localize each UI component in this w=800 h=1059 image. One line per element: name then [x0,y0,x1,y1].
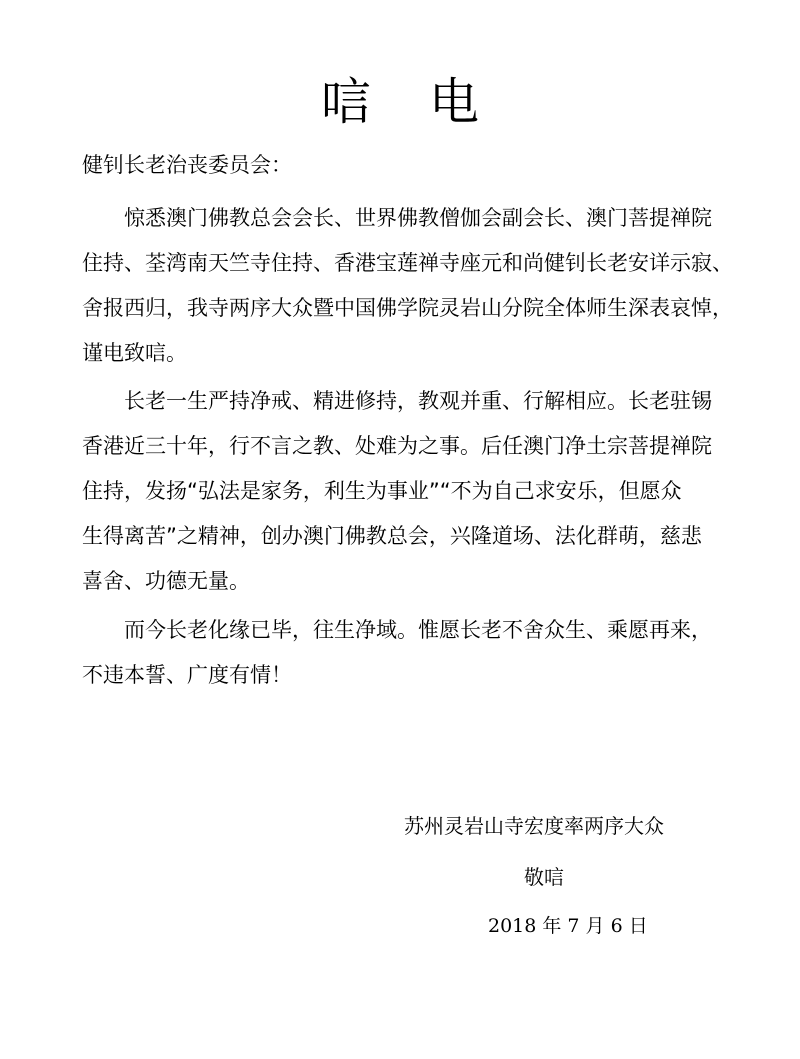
signature-organization: 苏州灵岩山寺宏度率两序大众 [404,814,664,838]
title-char-1: 唁 [321,73,371,131]
title-char-2: 电 [429,73,479,131]
paragraph-line: 不违本誓、广度有情！ [82,663,292,687]
paragraph-line: 香港近三十年，行不言之教、处难为之事。后任澳门净土宗菩提禅院 [82,434,712,458]
signature-respect: 敬唁 [524,865,564,889]
signature-date: 2018 年 7 月 6 日 [488,915,648,937]
paragraph-line: 谨电致唁。 [82,341,187,365]
paragraph-line: 喜舍、功德无量。 [82,569,250,593]
paragraph-line: 惊悉澳门佛教总会会长、世界佛教僧伽会副会长、澳门菩提禅院 [124,206,712,230]
document-title [0,62,800,142]
paragraph-condolence [82,196,733,376]
salutation: 健钊长老治丧委员会： [82,153,292,177]
paragraph-line: 长老一生严持净戒、精进修持，教观并重、行解相应。长老驻锡 [124,389,712,413]
paragraph-farewell [82,608,722,698]
paragraph-line: 住持、荃湾南天竺寺住持、香港宝莲禅寺座元和尚健钊长老安详示寂、 [82,251,733,275]
paragraph-line: 生得离苦”之精神，创办澳门佛教总会，兴隆道场、法化群萌，慈悲 [82,524,702,548]
paragraph-line: 住持，发扬“弘法是家务，利生为事业”“不为自己求安乐，但愿众 [82,479,682,503]
paragraph-line: 舍报西归，我寺两序大众暨中国佛学院灵岩山分院全体师生深表哀悼， [82,296,733,320]
paragraph-line: 而今长老化缘已毕，往生净域。惟愿长老不舍众生、乘愿再来， [124,618,712,642]
paragraph-biography [82,379,722,604]
